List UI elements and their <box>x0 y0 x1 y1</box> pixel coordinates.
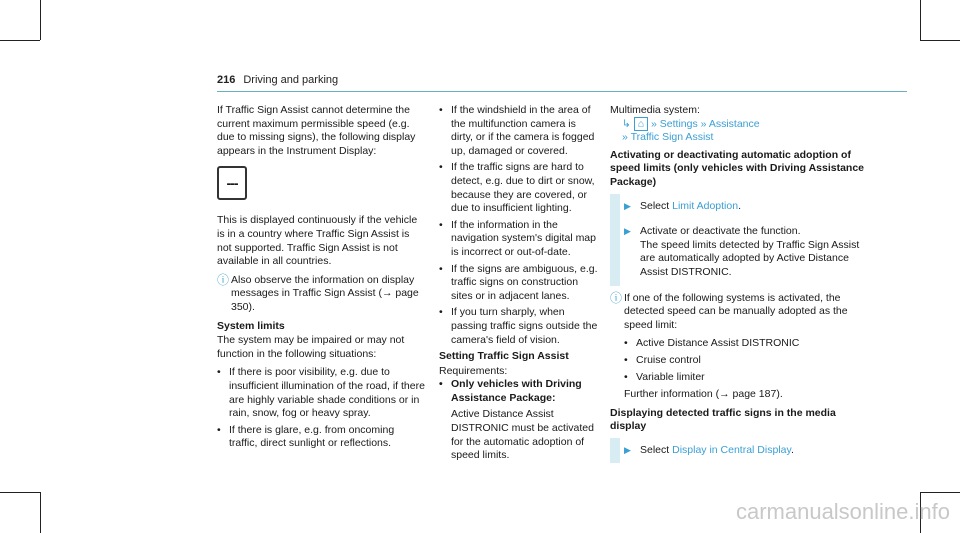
no-speed-display-icon: --- <box>217 166 247 200</box>
page-number: 216 <box>217 74 236 86</box>
menu-path <box>610 118 868 132</box>
list-item: • Variable limiter <box>624 371 868 385</box>
page-header <box>217 74 338 86</box>
intro-text: If Traffic Sign Assist cannot determine the current maximum permissible speed (e.g. due to missing signs), the following display appears in the Instrument Display: <box>217 104 416 157</box>
chevron-icon: » <box>700 117 707 130</box>
info-icon: ⓘ <box>610 290 623 305</box>
menu-assistance[interactable]: Assistance <box>708 117 760 130</box>
requirement-text: Active Distance Assist DISTRONIC must be activated for the automatic adoption of speed limits. <box>451 408 594 462</box>
column-3 <box>610 104 868 469</box>
note: ⓘ Also observe the information on display messages in Traffic Sign Assist (→ page 350). <box>217 272 419 313</box>
crop-mark <box>920 0 921 40</box>
step-bar <box>610 438 620 464</box>
list-item: • If the signs are ambiguous, e.g. traffic signs on construction sites or in adjacent lanes. <box>439 263 599 304</box>
crop-mark <box>920 492 960 493</box>
crop-mark <box>40 492 41 533</box>
column-1 <box>217 104 425 454</box>
info-icon: ⓘ <box>217 272 230 287</box>
step: ▶ Select Display in Central Display. <box>610 444 868 458</box>
watermark: carmanualsonline.info <box>735 499 950 524</box>
crop-mark <box>0 492 40 493</box>
step-arrow-icon: ▶ <box>624 444 631 455</box>
header-rule <box>217 91 907 92</box>
home-icon[interactable]: ⌂ <box>634 117 648 131</box>
list-item: • If there is poor visibility, e.g. due to insufficient illumination of the road, if there are highly variable shade conditions or in rain, snow, fog or heavy spray. <box>217 366 425 420</box>
menu-traffic-sign-assist[interactable]: Traffic Sign Assist <box>630 131 714 144</box>
requirement-item: • Only vehicles with Driving Assistance Package: <box>439 378 599 405</box>
list-item: • If the windshield in the area of the multifunction camera is dirty, or if the camera is fogged up, damaged or covered. <box>439 104 599 158</box>
list-item: • If the information in the navigation system's digital map is incorrect or out-of-date. <box>439 219 599 260</box>
step-arrow-icon: ▶ <box>624 200 631 211</box>
step: ▶ Select Limit Adoption. <box>610 200 868 214</box>
limit-adoption-link[interactable]: Limit Adoption <box>672 199 739 212</box>
crop-mark <box>40 0 41 40</box>
menu-path-2 <box>610 131 868 145</box>
column-2 <box>439 104 599 468</box>
limits-intro: The system may be impaired or may not function in the following situations: <box>217 334 405 360</box>
step-arrow-icon: ▶ <box>624 226 631 237</box>
list-item: • If the traffic signs are hard to detect, e.g. due to dirt or snow, because they are covered, or due to insufficient lighting. <box>439 161 599 215</box>
not-supported-text: This is displayed continuously if the vehicle is in a country where Traffic Sign Assist is not supported. Traffic Sign Assist is not available in all countries. <box>217 214 418 268</box>
further-info: Further information (→ page 187). <box>624 388 783 401</box>
list-item: • If there is glare, e.g. from oncoming traffic, direct sunlight or reflections. <box>217 424 425 451</box>
list-item: • If you turn sharply, when passing traffic signs outside the camera's field of vision. <box>439 306 599 347</box>
list-item: • Active Distance Assist DISTRONIC <box>624 337 868 351</box>
section-heading: System limits <box>217 319 285 332</box>
step-bar <box>610 219 620 285</box>
display-central-link[interactable]: Display in Central Display <box>672 443 791 456</box>
section-heading: Activating or deactivating automatic adoption of speed limits (only vehicles with Driving Assistance Package) <box>610 148 865 188</box>
multimedia-label: Multimedia system: <box>610 104 700 116</box>
chevron-icon: » <box>651 117 657 130</box>
return-arrow-icon: ↳ <box>622 117 631 130</box>
section-heading: Setting Traffic Sign Assist <box>439 350 569 363</box>
chevron-icon: » <box>622 131 628 144</box>
list-item: • Cruise control <box>624 354 868 368</box>
step-bar <box>610 194 620 220</box>
section-title: Driving and parking <box>243 74 339 86</box>
note: ⓘ If one of the following systems is activated, the detected speed can be manually adopted as the speed limit: <box>610 290 848 331</box>
section-heading: Displaying detected traffic signs in the media display <box>610 406 836 433</box>
crop-mark <box>0 40 40 41</box>
menu-settings[interactable]: Settings <box>659 117 698 130</box>
requirements-label: Requirements: <box>439 364 508 377</box>
step: ▶ Activate or deactivate the function. The speed limits detected by Traffic Sign Assist are automatically adopted by Active Distance Assist DISTRONIC. <box>610 225 868 279</box>
crop-mark <box>920 40 960 41</box>
